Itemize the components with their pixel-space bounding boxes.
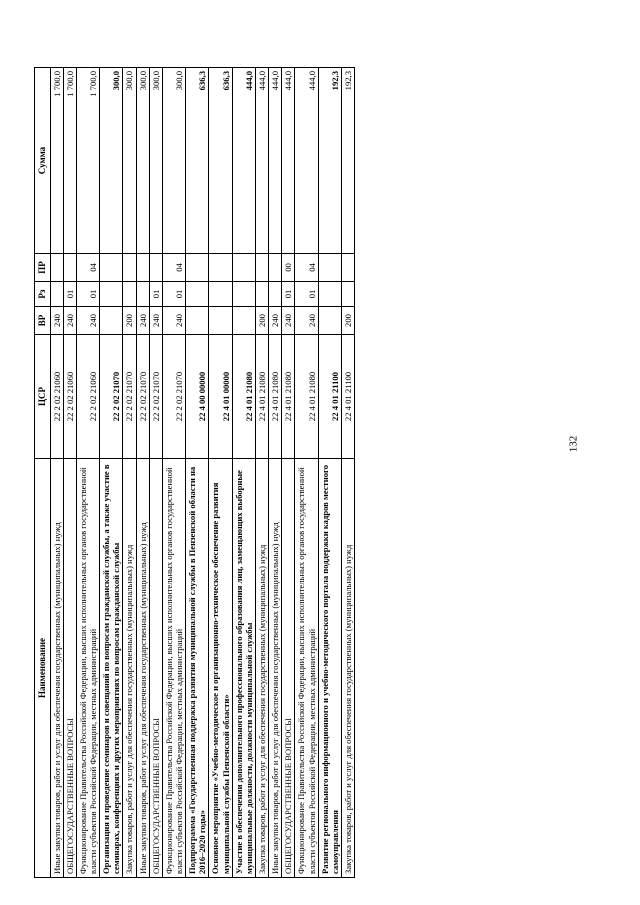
cell-sum: 300,0: [100, 68, 123, 254]
header-csr: ЦСР: [35, 335, 51, 459]
cell-csr: 22 2 02 21060: [63, 335, 76, 459]
cell-vr: [186, 307, 209, 335]
cell-csr: 22 4 00 00000: [186, 335, 209, 459]
cell-rz: [186, 282, 209, 307]
table-row: [50, 68, 63, 878]
cell-vr: 200: [256, 307, 269, 335]
header-rz: Рз: [35, 282, 51, 307]
cell-vr: [100, 307, 123, 335]
cell-pr: [186, 254, 209, 282]
cell-pr: [100, 254, 123, 282]
table-row: [100, 68, 123, 878]
table-row: [295, 68, 318, 878]
cell-sum: 1 700,0: [50, 68, 63, 254]
cell-rz: [341, 282, 354, 307]
cell-csr: 22 4 01 21080: [282, 335, 295, 459]
cell-name: Развитие регионального информационного и учебно-методического портала поддержки кадров местного самоуправления: [318, 459, 341, 878]
cell-csr: 22 2 02 21060: [76, 335, 99, 459]
table-row: [162, 68, 185, 878]
cell-name: Организация и проведение семинаров и совещаний по вопросам гражданской службы, а также участие в семинарах, конференциях и других мероприятиях по вопросам гражданской службы: [100, 459, 123, 878]
cell-sum: 636,3: [209, 68, 232, 254]
table-row: [136, 68, 149, 878]
cell-name: Функционирование Правительства Российской Федерации, высших исполнительных органов государственной власти субъектов Российской Федерации, местных администраций: [295, 459, 318, 878]
table-row: [63, 68, 76, 878]
cell-pr: [63, 254, 76, 282]
cell-pr: [232, 254, 255, 282]
cell-rz: [269, 282, 282, 307]
cell-name: Иные закупки товаров, работ и услуг для обеспечения государственных (муниципальных) нужд: [136, 459, 149, 878]
cell-sum: 1 700,0: [76, 68, 99, 254]
cell-sum: 300,0: [162, 68, 185, 254]
table-body: [50, 68, 355, 878]
header-name: Наименование: [35, 459, 51, 878]
cell-csr: 22 2 02 21060: [50, 335, 63, 459]
cell-pr: 04: [76, 254, 99, 282]
cell-rz: [318, 282, 341, 307]
header-pr: ПР: [35, 254, 51, 282]
cell-name: Основное мероприятие «Учебно-методическое и организационно-техническое обеспечение развития муниципальной службы Пензенской области»: [209, 459, 232, 878]
cell-pr: [136, 254, 149, 282]
cell-csr: 22 4 01 21080: [256, 335, 269, 459]
cell-name: ОБЩЕГОСУДАРСТВЕННЫЕ ВОПРОСЫ: [149, 459, 162, 878]
cell-pr: [256, 254, 269, 282]
table-row: [256, 68, 269, 878]
cell-rz: [123, 282, 136, 307]
cell-name: Закупка товаров, работ и услуг для обеспечения государственных (муниципальных) нужд: [123, 459, 136, 878]
cell-pr: [50, 254, 63, 282]
cell-sum: 444,0: [269, 68, 282, 254]
cell-csr: 22 4 01 21080: [295, 335, 318, 459]
cell-sum: 444,0: [295, 68, 318, 254]
cell-rz: 01: [63, 282, 76, 307]
cell-pr: [341, 254, 354, 282]
budget-table-rotated: [34, 68, 355, 878]
cell-pr: 04: [162, 254, 185, 282]
cell-name: Иные закупки товаров, работ и услуг для обеспечения государственных (муниципальных) нужд: [269, 459, 282, 878]
table-row: [76, 68, 99, 878]
cell-pr: 00: [282, 254, 295, 282]
page-number: 132: [567, 435, 580, 453]
header-sum: Сумма: [35, 68, 51, 254]
cell-vr: [209, 307, 232, 335]
cell-name: Закупка товаров, работ и услуг для обеспечения государственных (муниципальных) нужд: [256, 459, 269, 878]
cell-vr: 240: [136, 307, 149, 335]
cell-name: ОБЩЕГОСУДАРСТВЕННЫЕ ВОПРОСЫ: [63, 459, 76, 878]
cell-csr: 22 4 01 21100: [318, 335, 341, 459]
cell-name: Функционирование Правительства Российской Федерации, высших исполнительных органов государственной власти субъектов Российской Федерации, местных администраций: [162, 459, 185, 878]
table-row: [282, 68, 295, 878]
cell-sum: 636,3: [186, 68, 209, 254]
cell-sum: 1 700,0: [63, 68, 76, 254]
cell-pr: [123, 254, 136, 282]
cell-vr: 240: [76, 307, 99, 335]
cell-csr: 22 4 01 21080: [269, 335, 282, 459]
cell-vr: 240: [269, 307, 282, 335]
cell-sum: 192,3: [341, 68, 354, 254]
cell-vr: 240: [149, 307, 162, 335]
cell-vr: 200: [341, 307, 354, 335]
cell-rz: [209, 282, 232, 307]
header-row: [35, 68, 51, 878]
cell-vr: 240: [162, 307, 185, 335]
cell-name: ОБЩЕГОСУДАРСТВЕННЫЕ ВОПРОСЫ: [282, 459, 295, 878]
cell-csr: 22 2 02 21070: [123, 335, 136, 459]
cell-rz: [100, 282, 123, 307]
cell-vr: 240: [50, 307, 63, 335]
cell-rz: [232, 282, 255, 307]
cell-pr: [149, 254, 162, 282]
cell-rz: 01: [162, 282, 185, 307]
cell-csr: 22 2 02 21070: [136, 335, 149, 459]
cell-name: Участие в обеспечении дополнительного профессионального образования лиц, замещающих выборные муниципальные должности, должности муниципальной службы: [232, 459, 255, 878]
cell-csr: 22 2 02 21070: [100, 335, 123, 459]
table-row: [232, 68, 255, 878]
cell-sum: 300,0: [136, 68, 149, 254]
table-row: [318, 68, 341, 878]
cell-name: Функционирование Правительства Российской Федерации, высших исполнительных органов государственной власти субъектов Российской Федерации, местных администраций: [76, 459, 99, 878]
table-row: [123, 68, 136, 878]
cell-rz: 01: [295, 282, 318, 307]
cell-csr: 22 2 02 21070: [149, 335, 162, 459]
cell-vr: 200: [123, 307, 136, 335]
table-row: [186, 68, 209, 878]
cell-sum: 444,0: [282, 68, 295, 254]
cell-sum: 444,0: [232, 68, 255, 254]
budget-table: [34, 67, 355, 878]
cell-name: Закупка товаров, работ и услуг для обеспечения государственных (муниципальных) нужд: [341, 459, 354, 878]
cell-rz: 01: [282, 282, 295, 307]
cell-rz: 01: [76, 282, 99, 307]
header-vr: ВР: [35, 307, 51, 335]
cell-csr: 22 2 02 21070: [162, 335, 185, 459]
cell-vr: 240: [295, 307, 318, 335]
cell-sum: 192,3: [318, 68, 341, 254]
cell-vr: 240: [282, 307, 295, 335]
cell-sum: 444,0: [256, 68, 269, 254]
cell-rz: [50, 282, 63, 307]
cell-vr: 240: [63, 307, 76, 335]
cell-sum: 300,0: [149, 68, 162, 254]
cell-csr: 22 4 01 21100: [341, 335, 354, 459]
cell-pr: 04: [295, 254, 318, 282]
cell-name: Подпрограмма «Государственная поддержка развития муниципальной службы в Пензенской области на 2016–2020 годы»: [186, 459, 209, 878]
cell-pr: [318, 254, 341, 282]
table-row: [269, 68, 282, 878]
table-row: [149, 68, 162, 878]
cell-vr: [318, 307, 341, 335]
cell-csr: 22 4 01 21080: [232, 335, 255, 459]
cell-vr: [232, 307, 255, 335]
cell-rz: 01: [149, 282, 162, 307]
table-row: [209, 68, 232, 878]
cell-pr: [269, 254, 282, 282]
cell-sum: 300,0: [123, 68, 136, 254]
cell-rz: [256, 282, 269, 307]
table-row: [341, 68, 354, 878]
cell-csr: 22 4 01 00000: [209, 335, 232, 459]
cell-name: Иные закупки товаров, работ и услуг для обеспечения государственных (муниципальных) нужд: [50, 459, 63, 878]
cell-pr: [209, 254, 232, 282]
cell-rz: [136, 282, 149, 307]
